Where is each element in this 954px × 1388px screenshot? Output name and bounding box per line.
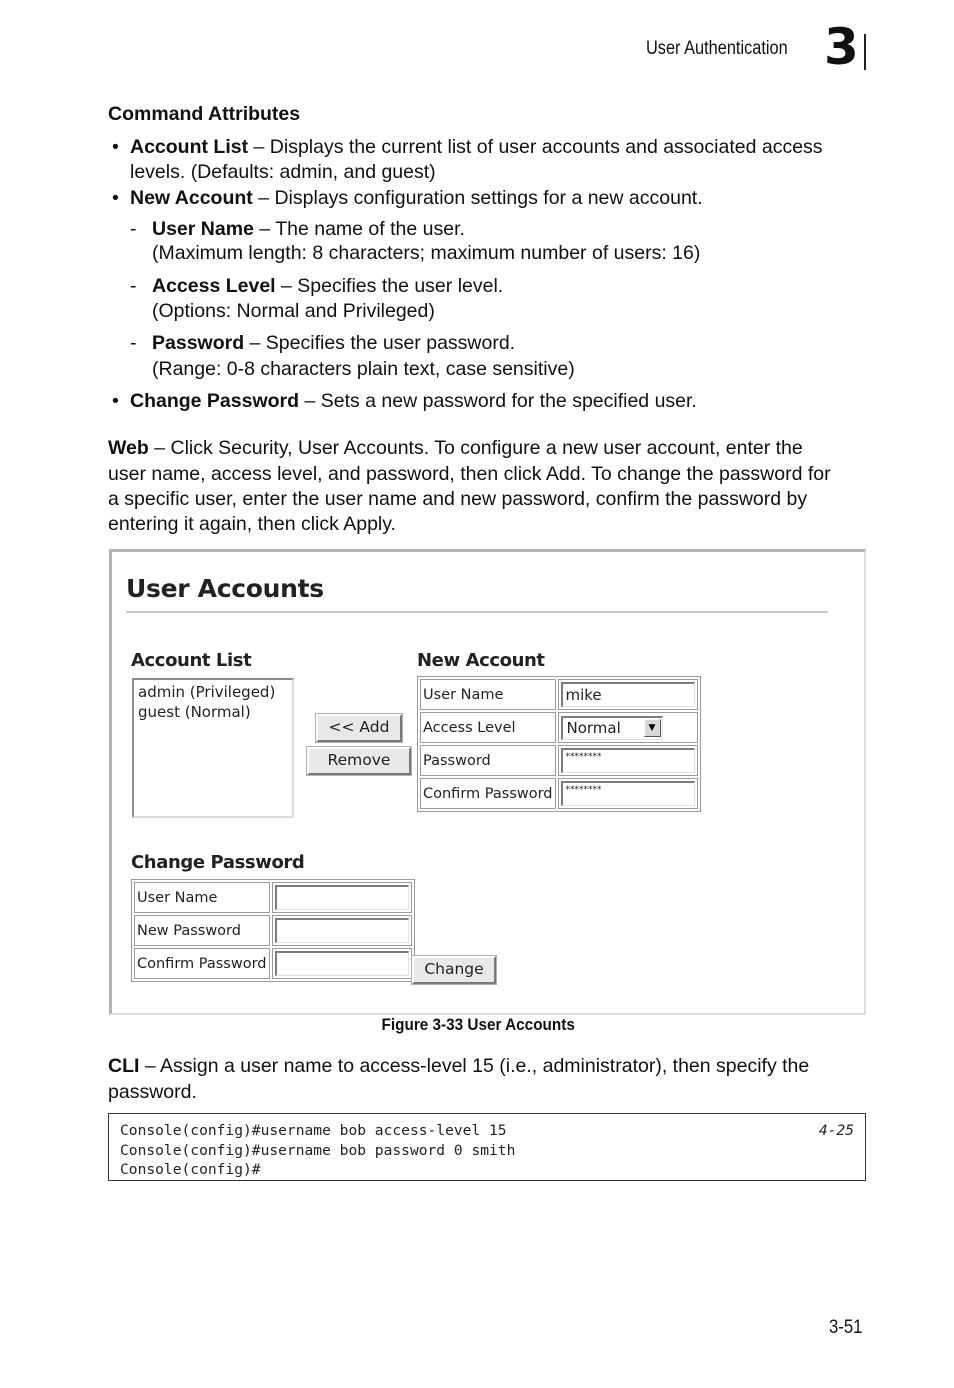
command-reference: 4-25 bbox=[818, 1122, 854, 1139]
account-list-option[interactable]: admin (Privileged) bbox=[138, 683, 276, 701]
bullet-icon: • bbox=[112, 390, 119, 412]
access-level-value: Normal bbox=[566, 718, 621, 737]
user-name-term: User Name bbox=[152, 218, 254, 240]
new-user-name-label: User Name bbox=[420, 679, 556, 710]
web-line-3: a specific user, enter the user name and new password, confirm the password by bbox=[108, 488, 808, 510]
chevron-down-icon[interactable]: ▼ bbox=[644, 719, 661, 737]
cli-term: CLI bbox=[108, 1055, 140, 1077]
account-list-option[interactable]: guest (Normal) bbox=[138, 703, 251, 721]
new-password-label: New Password bbox=[134, 915, 270, 946]
dash-marker: - bbox=[130, 218, 137, 240]
change-password-form bbox=[131, 879, 415, 982]
cli-line-2: password. bbox=[108, 1081, 197, 1103]
password-item bbox=[152, 330, 515, 356]
access-level-desc: – Specifies the user level. bbox=[275, 275, 504, 297]
cli-line-1: – Assign a user name to access-level 15 (i.e., administrator), then specify the bbox=[139, 1055, 810, 1077]
change-password-desc: – Sets a new password for the specified user. bbox=[299, 390, 697, 412]
access-level-item bbox=[152, 273, 503, 299]
change-confirm-password-label: Confirm Password bbox=[134, 948, 270, 979]
web-term: Web bbox=[108, 437, 149, 459]
new-account-heading: New Account bbox=[417, 650, 545, 671]
new-account-desc: – Displays configuration settings for a new account. bbox=[252, 187, 703, 209]
code-line: Console(config)# bbox=[120, 1161, 261, 1178]
password-label: Password bbox=[420, 745, 556, 776]
page-number: 3-51 bbox=[829, 1317, 863, 1338]
chapter-number: 3 bbox=[824, 18, 859, 76]
dash-marker: - bbox=[130, 275, 137, 297]
figure-caption: Figure 3-33 User Accounts bbox=[381, 1015, 575, 1034]
title-divider bbox=[126, 611, 828, 613]
confirm-password-input[interactable]: ******** bbox=[561, 781, 695, 806]
running-header-title: User Authentication bbox=[646, 38, 788, 59]
cli-code-block bbox=[108, 1113, 866, 1181]
password-desc: – Specifies the user password. bbox=[244, 332, 516, 354]
account-list-desc: – Displays the current list of user accounts and associated access bbox=[248, 136, 823, 158]
password-input[interactable]: ******** bbox=[561, 748, 695, 773]
access-level-note: (Options: Normal and Privileged) bbox=[152, 300, 435, 322]
new-account-item bbox=[130, 185, 703, 211]
change-button[interactable]: Change bbox=[412, 956, 496, 984]
change-password-heading: Change Password bbox=[131, 852, 305, 873]
user-name-note: (Maximum length: 8 characters; maximum number of users: 16) bbox=[152, 242, 701, 264]
new-user-name-input[interactable]: mike bbox=[561, 682, 695, 707]
access-level-select[interactable] bbox=[561, 716, 663, 740]
dash-marker: - bbox=[130, 332, 137, 354]
add-button[interactable]: << Add bbox=[316, 714, 402, 742]
code-line: Console(config)#username bob password 0 smith bbox=[120, 1141, 516, 1159]
web-line-4: entering it again, then click Apply. bbox=[108, 513, 396, 535]
account-list-term: Account List bbox=[130, 136, 249, 158]
user-name-desc: – The name of the user. bbox=[253, 218, 465, 240]
command-attributes-heading: Command Attributes bbox=[108, 103, 301, 125]
change-user-name-input[interactable] bbox=[275, 885, 409, 910]
page-title: User Accounts bbox=[126, 574, 324, 603]
change-confirm-password-input[interactable] bbox=[275, 951, 409, 976]
web-line-2: user name, access level, and password, then click Add. To change the password for bbox=[108, 463, 831, 485]
confirm-password-label: Confirm Password bbox=[420, 778, 556, 809]
password-note: (Range: 0-8 characters plain text, case sensitive) bbox=[152, 358, 575, 380]
account-list-box[interactable] bbox=[132, 678, 294, 818]
account-list-desc-cont: levels. (Defaults: admin, and guest) bbox=[130, 161, 436, 183]
web-paragraph bbox=[108, 435, 803, 461]
account-list-item bbox=[130, 134, 823, 160]
password-term: Password bbox=[152, 332, 245, 354]
account-list-heading: Account List bbox=[131, 650, 252, 671]
user-name-item bbox=[152, 216, 465, 242]
code-line: Console(config)#username bob access-level 15 bbox=[120, 1122, 507, 1139]
access-level-term: Access Level bbox=[152, 275, 276, 297]
user-accounts-screenshot bbox=[109, 549, 866, 1015]
new-password-input[interactable] bbox=[275, 918, 409, 943]
cli-paragraph bbox=[108, 1053, 809, 1079]
change-password-item bbox=[130, 388, 697, 414]
new-account-form bbox=[417, 676, 701, 812]
web-line-1: – Click Security, User Accounts. To configure a new user account, enter the bbox=[148, 437, 803, 459]
bullet-icon: • bbox=[112, 136, 119, 158]
change-password-term: Change Password bbox=[130, 390, 300, 412]
bullet-icon: • bbox=[112, 187, 119, 209]
access-level-label: Access Level bbox=[420, 712, 556, 743]
remove-button[interactable]: Remove bbox=[307, 747, 411, 775]
new-account-term: New Account bbox=[130, 187, 253, 209]
header-divider bbox=[864, 34, 866, 70]
change-user-name-label: User Name bbox=[134, 882, 270, 913]
